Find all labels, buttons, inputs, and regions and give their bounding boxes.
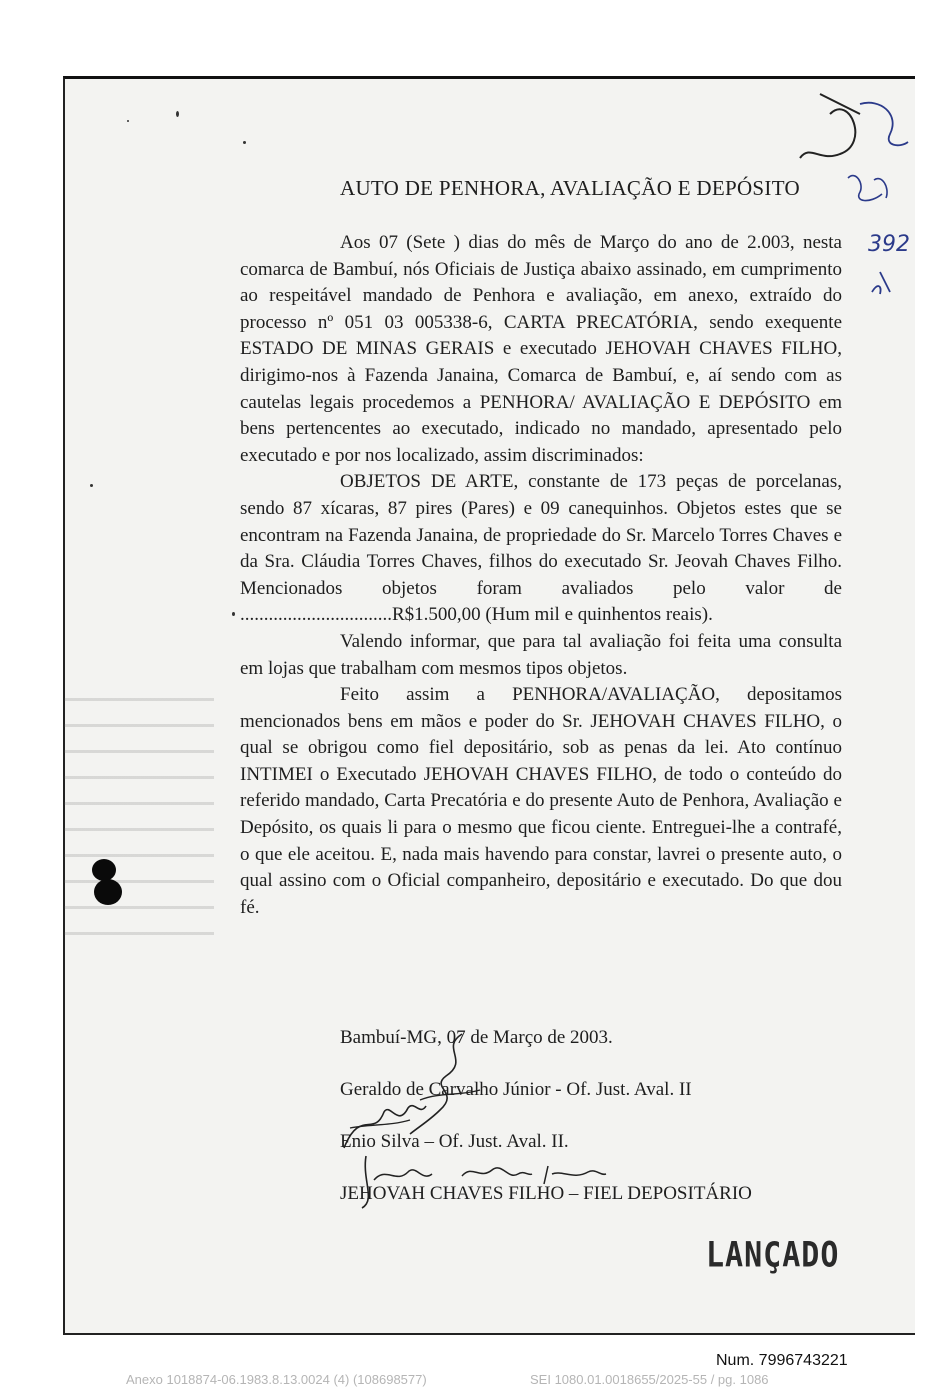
- margin-check-mark: [868, 262, 898, 298]
- footer-annex: Anexo 1018874-06.1983.8.13.0024 (4) (108698577): [126, 1372, 427, 1387]
- signatory-3: JEHOVAH CHAVES FILHO – FIEL DEPOSITÁRIO: [340, 1183, 752, 1204]
- bleed-through-text: [64, 680, 214, 950]
- scan-speck: [176, 111, 179, 117]
- scan-speck: [127, 120, 129, 122]
- lancado-stamp: LANÇADO: [706, 1235, 840, 1276]
- document-body: [240, 230, 842, 921]
- signatory-2: Enio Silva – Of. Just. Aval. II.: [340, 1131, 569, 1152]
- punch-hole-mark: [88, 858, 124, 906]
- margin-rubric-scribble: [790, 84, 920, 214]
- footer-sei: SEI 1080.01.0018655/2025-55 / pg. 1086: [530, 1372, 769, 1387]
- document-number: Num. 7996743221: [716, 1352, 848, 1369]
- paragraph-deposit: Feito assim a PENHORA/AVALIAÇÃO, depositamos mencionados bens em mãos e poder do Sr. JEHOVAH CHAVES FILHO, o qual se obrigou como fiel depositário, sob as penas da lei. Ato contínuo INTIMEI o Executado JEHOVAH CHAVES FILHO, de todo o conteúdo do referido mandado, Carta Precatória e do presente Auto de Penhora, Avaliação e Depósito, os quais li para o mesmo que ficou ciente. Entreguei-lhe a contrafé, o que ele aceitou. E, nada mais havendo para constar, lavrei o presente auto, o qual assino com o Oficial companheiro, depositário e executado. Do que dou fé.: [240, 684, 842, 918]
- place-date: Bambuí-MG, 07 de Março de 2003.: [340, 1027, 613, 1048]
- signatory-1: Geraldo de Carvalho Júnior - Of. Just. Aval. II: [340, 1079, 692, 1100]
- paragraph-opening: Aos 07 (Sete ) dias do mês de Março do ano de 2.003, nesta comarca de Bambuí, nós Oficiais de Justiça abaixo assinado, em cumprimento ao respeitável mandado de Penhora e avaliação, em anexo, extraído do processo nº 051 03 005338-6, CARTA PRECATÓRIA, sendo exequente ESTADO DE MINAS GERAIS e executado JEHOVAH CHAVES FILHO, dirigimo-nos à Fazenda Janaina, Comarca de Bambuí, e, aí sendo com as cautelas legais procedemos a PENHORA/ AVALIAÇÃO E DEPÓSITO em bens pertencentes ao executado, indicado no mandado, apresentado pelo executado e por nos localizado, assim discriminados:: [240, 232, 842, 466]
- signature-enio: [340, 1098, 430, 1158]
- paragraph-valuation-note: Valendo informar, que para tal avaliação foi feita uma consulta em lojas que trabalham com mesmos tipos objetos.: [240, 630, 842, 679]
- scan-speck: [243, 141, 246, 144]
- signature-jehovah: [352, 1150, 612, 1210]
- scan-speck: [90, 484, 93, 487]
- margin-page-number: 392: [868, 232, 910, 257]
- paragraph-items: OBJETOS DE ARTE, constante de 173 peças de porcelanas, sendo 87 xícaras, 87 pires (Pares) e 09 canequinhos. Objetos estes que se encontram na Fazenda Janaina, de propriedade do Sr. Marcelo Torres Chaves e da Sra. Cláudia Torres Chaves, filhos do executado Sr. Jeovah Chaves Filho. Mencionados objetos foram avaliados pelo valor de ................................R$1.500,00 (Hum mil e quinhentos reais).: [240, 471, 842, 626]
- document-title: AUTO DE PENHORA, AVALIAÇÃO E DEPÓSITO: [340, 176, 800, 200]
- scan-speck: [232, 612, 235, 616]
